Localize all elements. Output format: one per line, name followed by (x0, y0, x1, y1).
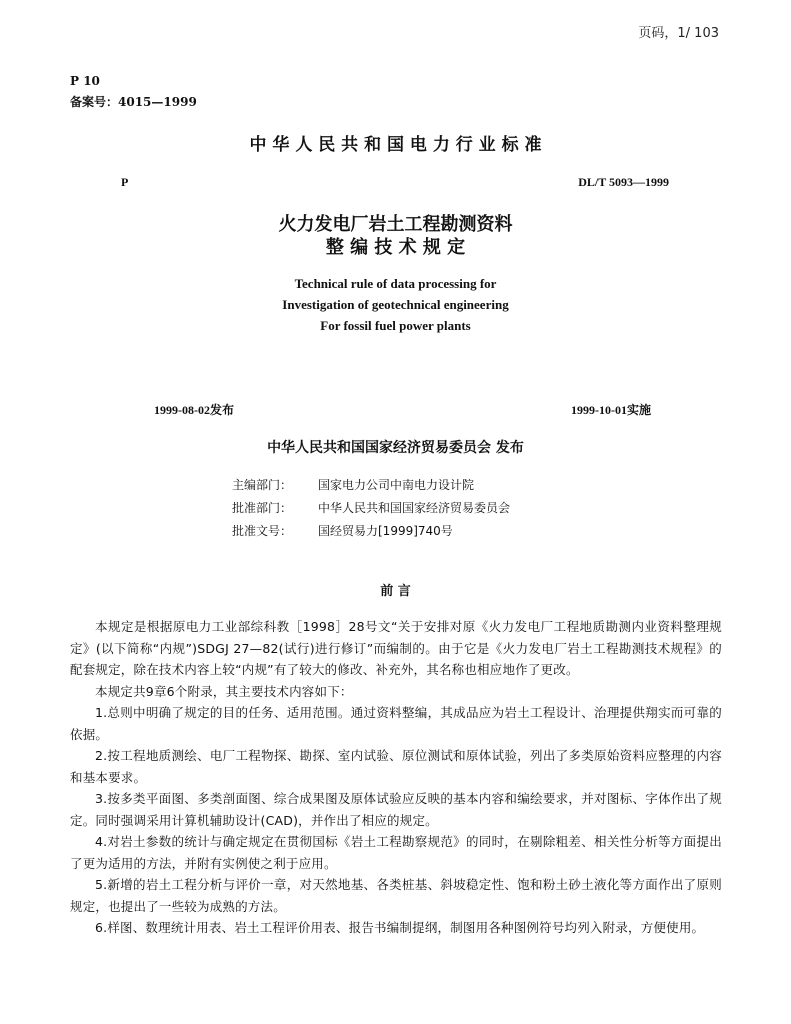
class-code: P 10 (70, 74, 100, 88)
meta-label: 批准文号： (232, 524, 293, 538)
title-en-line2: Investigation of geotechnical engineering (282, 297, 509, 312)
preface-paragraph: 6.样图、数理统计用表、岩土工程评价用表、报告书编制提纲，制图用各种图例符号均列入附录，方便使用。 (95, 920, 705, 935)
page-indicator: 页码，1/ 103 (638, 26, 719, 41)
meta-label: 批准部门： (232, 501, 293, 515)
preface-heading: 前 言 (380, 584, 411, 599)
issue-date: 1999-08-02发布 (154, 403, 234, 417)
meta-row-approver (232, 499, 510, 516)
preface-paragraph: 2.按工程地质测绘、电厂工程物探、勘探、室内试验、原位测试和原体试验，列出了多类原始资料应整理的内容和基本要求。 (70, 748, 722, 785)
meta-value: 国经贸易力[1999]740号 (318, 524, 453, 538)
title-en-line3: For fossil fuel power plants (320, 318, 471, 333)
filing-number: 备案号：4015—1999 (70, 95, 197, 109)
category-code: P (121, 175, 129, 189)
preface-paragraph: 4.对岩土参数的统计与确定规定在贯彻国标《岩土工程勘察规范》的同时，在剔除粗差、相关性分析等方面提出了更为适用的方法，并附有实例使之利于应用。 (70, 834, 722, 871)
preface-paragraph: 5.新增的岩土工程分析与评价一章，对天然地基、各类桩基、斜坡稳定性、饱和粉土砂土液化等方面作出了原则规定，也提出了一些较为成熟的方法。 (70, 877, 722, 914)
meta-value: 国家电力公司中南电力设计院 (318, 478, 475, 492)
preface-paragraph: 本规定是根据原电力工业部综科教［1998］28号文“关于安排对原《火力发电厂工程地质勘测内业资料整理规定》(以下简称“内规”)SDGJ 27—82(试行)进行修订”而编制的。由于它是《火力发电厂岩土工程勘测技术规程》的配套规定，除在技术内容上较“内规”有了较大的修改、补充外，其名称也相应地作了更改。 (70, 619, 722, 677)
title-en-line1: Technical rule of data processing for (294, 276, 497, 291)
preface-paragraph: 本规定共9章6个附录，其主要技术内容如下： (95, 683, 353, 699)
meta-label: 主编部门： (232, 478, 293, 492)
standard-type: 中 华 人 民 共 和 国 电 力 行 业 标 准 (249, 135, 542, 155)
title-cn-line2: 整 编 技 术 规 定 (325, 237, 466, 258)
preface-paragraph: 1.总则中明确了规定的目的任务、适用范围。通过资料整编，其成品应为岩土工程设计、治理提供翔实而可靠的依据。 (70, 705, 722, 742)
effective-date: 1999-10-01实施 (571, 403, 651, 417)
preface-paragraph: 3.按多类平面图、多类剖面图、综合成果图及原体试验应反映的基本内容和编绘要求，并对图标、字体作出了规定。同时强调采用计算机辅助设计(CAD)，并作出了相应的规定。 (70, 791, 722, 828)
meta-row-approval-no (232, 522, 453, 539)
meta-row-editor (232, 476, 474, 493)
meta-value: 中华人民共和国国家经济贸易委员会 (318, 501, 511, 515)
issuer: 中华人民共和国国家经济贸易委员会 发布 (267, 440, 524, 456)
standard-number: DL/T 5093—1999 (578, 175, 669, 189)
preface-body (70, 616, 722, 939)
title-cn-line1: 火力发电厂岩土工程勘测资料 (278, 214, 513, 235)
